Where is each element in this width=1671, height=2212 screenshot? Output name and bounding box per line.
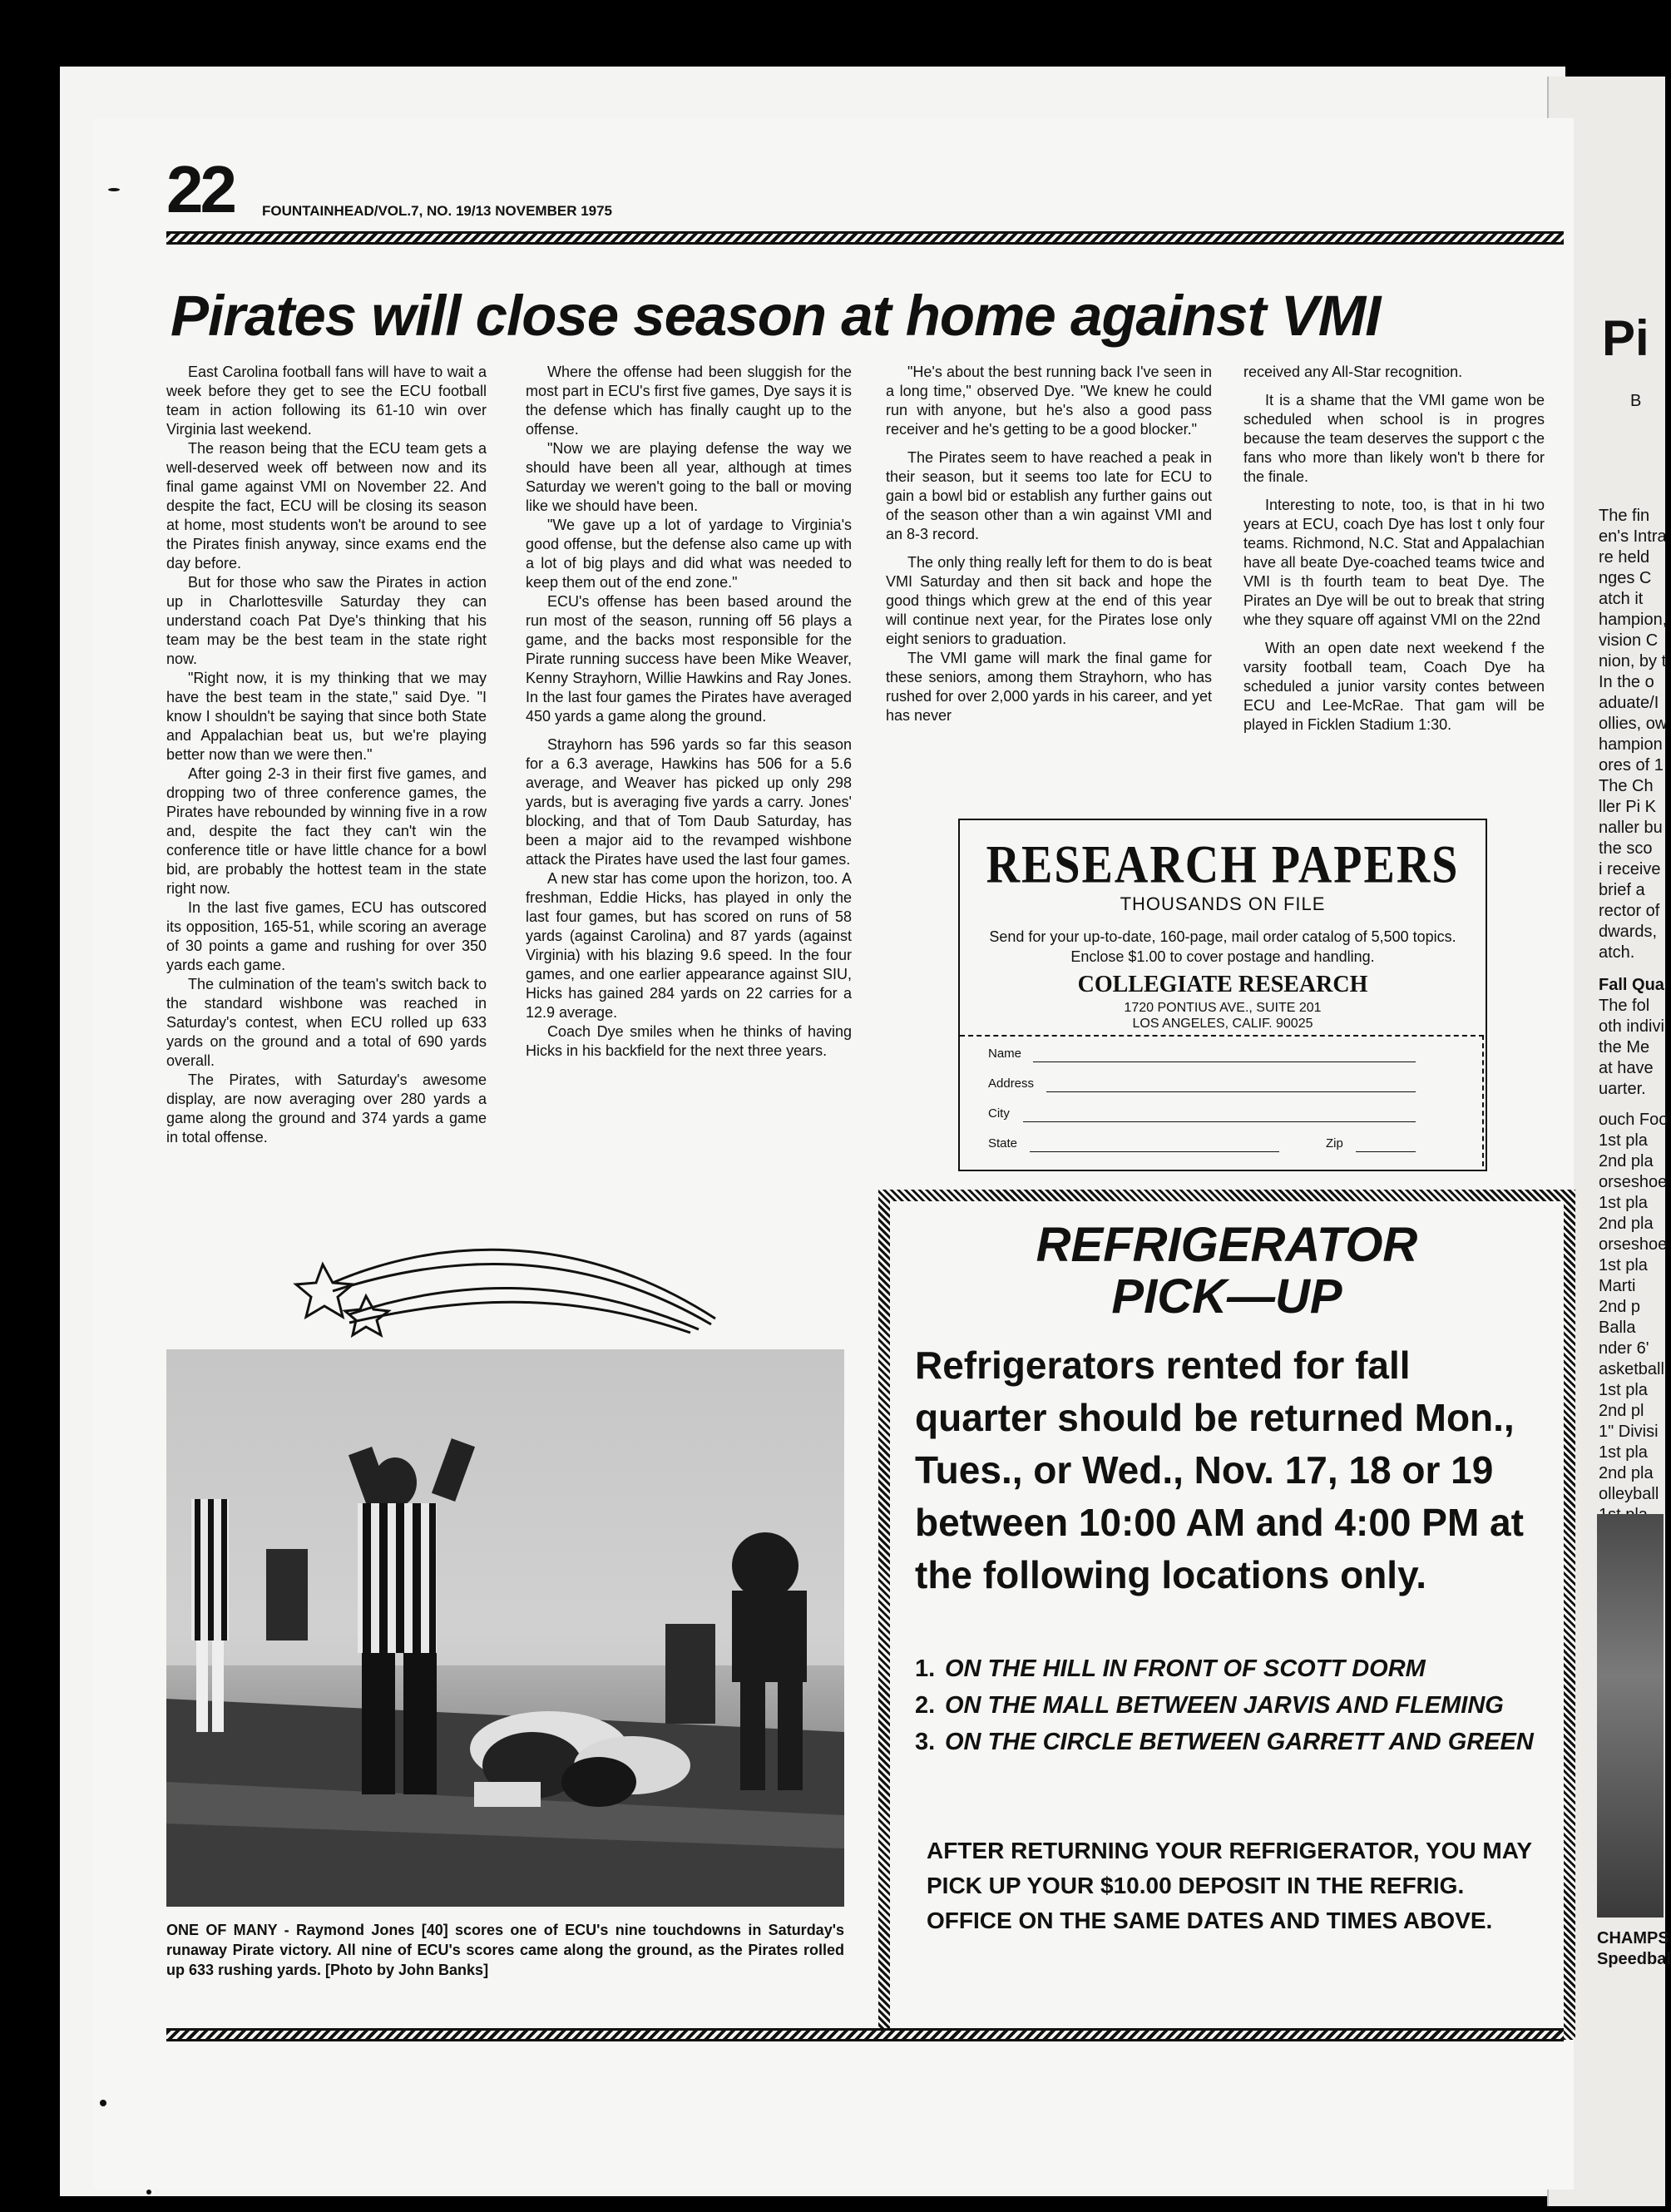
- list-item: [915, 1727, 1547, 1757]
- address-line: LOS ANGELES, CALIF. 90025: [1132, 1017, 1313, 1031]
- bottom-rule: [166, 2028, 1564, 2041]
- text-line: ouch Foo: [1599, 1111, 1669, 1129]
- coupon-address-label: Address: [988, 1076, 1035, 1091]
- refrigerator-ad-footer: AFTER RETURNING YOUR REFRIGERATOR, YOU MAY PICK UP YOUR $10.00 DEPOSIT IN THE REFRIG. OFFICE ON THE SAME DATES AND TIMES ABOVE.: [927, 1838, 1532, 1933]
- address-line: 1720 PONTIUS AVE., SUITE 201: [1124, 1001, 1322, 1015]
- text-line: the Me: [1599, 1038, 1650, 1057]
- text-line: re held: [1599, 548, 1650, 567]
- ink-speck: [108, 188, 120, 191]
- paragraph: East Carolina football fans will have to wait a week before they get to see the ECU football team in action following its 61-10 win over Virginia last weekend.: [166, 364, 487, 438]
- research-ad-title: RESEARCH PAPERS: [986, 835, 1460, 895]
- paragraph: The VMI game will mark the final game for these seniors, among them Strayhorn, who has rushed for over 2,000 yards in his career, and yet has never: [886, 650, 1212, 724]
- paragraph: "Now we are playing defense the way we should have been all year, although at times Saturday we weren't going to the ball or moving like we should have been.: [526, 440, 852, 514]
- text-line: uarter.: [1599, 1080, 1646, 1098]
- next-page-title: Pi: [1602, 310, 1649, 366]
- text-line: ollies, ow: [1599, 715, 1668, 733]
- next-page-byline: B: [1630, 392, 1642, 410]
- list-item: [915, 1654, 1547, 1684]
- text-line: atch.: [1599, 943, 1635, 962]
- coupon-city-line: [1023, 1121, 1416, 1122]
- paragraph: Coach Dye smiles when he thinks of having Hicks in his backfield for the next three years.: [526, 1023, 852, 1059]
- research-papers-ad: [958, 819, 1487, 1171]
- coupon-zip-line: [1356, 1151, 1416, 1152]
- text-line: dwards,: [1599, 923, 1658, 941]
- text-line: 2nd pl: [1599, 1402, 1644, 1420]
- text-line: 2nd p: [1599, 1298, 1641, 1316]
- paragraph: Interesting to note, too, is that in hi two years at ECU, coach Dye has lost t only four teams. Richmond, N.C. Stat and Appalachian have all beate Dye-coached teams twice and VMI is th fourth team to beat Dye. The Pirates an Dye will be out to break that string whe they square off against VMI on the 22nd: [1243, 497, 1545, 628]
- paragraph: The reason being that the ECU team gets a well-deserved week off between now and its final game against VMI on November 22. And despite the fact, ECU will be closing its season at home, most students won't be around to see the Pirates finish anyway, since exams end the day before.: [166, 440, 487, 572]
- text-line: en's Intra: [1599, 527, 1667, 546]
- text-line: 1st pla: [1599, 1256, 1648, 1274]
- paragraph: The Pirates, with Saturday's awesome display, are now averaging over 280 yards a game along the ground and 374 yards a game in total offense.: [166, 1071, 487, 1146]
- text-line: 1st pla: [1599, 1381, 1648, 1399]
- paragraph: With an open date next weekend f the varsity football team, Coach Dye ha scheduled a junior varsity contes between ECU and Lee-McRae. That gam will be played in Ficklen Stadium 1:30.: [1243, 640, 1545, 733]
- refrigerator-ad-body: Refrigerators rented for fall quarter should be returned Mon., Tues., or Wed., Nov. 17, 18 or 19 between 10:00 AM and 4:00 PM at the following locations only.: [915, 1344, 1524, 1596]
- ink-speck: [146, 2190, 151, 2195]
- research-ad-body: Send for your up-to-date, 160-page, mail order catalog of 5,500 topics. Enclose $1.00 to cover postage and handling.: [989, 928, 1456, 965]
- coupon-state-line: [1030, 1151, 1279, 1152]
- article-column-2: [526, 363, 852, 1061]
- paragraph: The only thing really left for them to do is beat VMI Saturday and then sit back and hope the good things which grew at the end of this year will continue next year, for the Pirates lose only eight seniors to graduation.: [886, 554, 1212, 647]
- paragraph: It is a shame that the VMI game won be scheduled when school is in progres because the team deserves the support c the fans who more than likely won't b there for the finale.: [1243, 392, 1545, 485]
- location-list: [915, 1654, 1547, 1764]
- article-column-1: [166, 363, 487, 1147]
- next-page-subhead: Fall Qua: [1599, 976, 1664, 994]
- paragraph: But for those who saw the Pirates in action up in Charlottesville Saturday they can understand coach Pat Dye's thinking that his team may be the best team in the state right now.: [166, 574, 487, 667]
- text-line: i receive: [1599, 860, 1661, 878]
- paragraph: In the last five games, ECU has outscored its opposition, 165-51, while scoring an average of 30 points a game and rushing for over 350 yards each game.: [166, 899, 487, 973]
- list-number: 2.: [915, 1692, 936, 1719]
- list-number: 3.: [915, 1729, 936, 1755]
- shooting-star-icon: [299, 1231, 732, 1339]
- article-column-3: [886, 363, 1212, 725]
- next-page-caption: [1597, 1928, 1671, 1970]
- text-line: nion, by t: [1599, 652, 1667, 671]
- article-column-4: [1243, 363, 1545, 735]
- text-line: nges C: [1599, 569, 1652, 587]
- location-text: ON THE CIRCLE BETWEEN GARRETT AND GREEN: [945, 1729, 1534, 1755]
- caption-line: Speedbal: [1597, 1950, 1671, 1968]
- list-number: 1.: [915, 1655, 936, 1682]
- order-coupon: [960, 1035, 1484, 1166]
- text-line: vision C: [1599, 631, 1659, 650]
- text-line: naller bu: [1599, 819, 1663, 837]
- text-line: Balla: [1599, 1319, 1636, 1337]
- text-line: orseshoe: [1599, 1235, 1668, 1254]
- page-number: 22: [166, 152, 234, 226]
- caption-line: CHAMPS: [1597, 1929, 1669, 1947]
- paragraph: A new star has come upon the horizon, too. A freshman, Eddie Hicks, has played in only the last four games, but has scored on runs of 58 yards (against Carolina) and 87 yards (against Virginia) with his blazing 9.6 speed. In the four games, and one earlier appearance against SIU, Hicks has gained 284 yards on 22 carries for a 12.9 average.: [526, 870, 852, 1021]
- text-line: 2nd pla: [1599, 1464, 1654, 1482]
- text-line: nder 6': [1599, 1339, 1649, 1358]
- text-line: The Ch: [1599, 777, 1654, 795]
- title-line: REFRIGERATOR: [1036, 1218, 1418, 1272]
- research-ad-address: [960, 1000, 1486, 1032]
- coupon-state-label: State: [988, 1136, 1018, 1151]
- text-line: 1st pla: [1599, 1443, 1648, 1462]
- text-line: In the o: [1599, 673, 1654, 691]
- text-line: 2nd pla: [1599, 1215, 1654, 1233]
- text-line: The fin: [1599, 507, 1650, 525]
- paragraph: The culmination of the team's switch back to the standard wishbone was reached in Saturday's contest, when ECU rolled up 633 yards on the ground and a total of 690 yards overall.: [166, 976, 487, 1069]
- text-line: aduate/I: [1599, 694, 1659, 712]
- text-line: 1st pla: [1599, 1131, 1648, 1150]
- location-text: ON THE HILL IN FRONT OF SCOTT DORM: [945, 1655, 1426, 1682]
- research-ad-subtitle: THOUSANDS ON FILE: [1120, 893, 1326, 914]
- text-line: rector of: [1599, 902, 1660, 920]
- text-line: ller Pi K: [1599, 798, 1656, 816]
- next-page-photo: [1597, 1514, 1664, 1918]
- location-text: ON THE MALL BETWEEN JARVIS AND FLEMING: [945, 1692, 1504, 1719]
- paragraph: "Right now, it is my thinking that we may have the best team in the state," said Dye. "I know I shouldn't be saying that since both State and Appalachian beat us, but we're playing better now than we were then.": [166, 670, 487, 763]
- text-line: hampion,: [1599, 611, 1668, 629]
- coupon-address-line: [1046, 1091, 1416, 1092]
- text-line: ores of 1: [1599, 756, 1664, 774]
- text-line: at have: [1599, 1059, 1654, 1077]
- coupon-zip-label: Zip: [1326, 1136, 1343, 1151]
- text-line: atch it: [1599, 590, 1644, 608]
- text-line: asketball: [1599, 1360, 1664, 1378]
- text-line: 1" Divisi: [1599, 1423, 1659, 1441]
- text-line: 2nd pla: [1599, 1152, 1654, 1170]
- list-item: [915, 1690, 1547, 1720]
- headline: Pirates will close season at home against VMI: [171, 284, 1381, 348]
- text-line: The fol: [1599, 997, 1650, 1015]
- coupon-name-label: Name: [988, 1047, 1022, 1061]
- photo-caption: ONE OF MANY - Raymond Jones [40] scores one of ECU's nine touchdowns in Saturday's runaway Pirate victory. All nine of ECU's scores came along the ground, as the Pirates rolled up 633 rushing yards. [Photo by John Banks]: [166, 1922, 844, 1978]
- text-line: the sco: [1599, 839, 1653, 858]
- research-ad-org: COLLEGIATE RESEARCH: [1077, 972, 1368, 997]
- title-line: PICK—UP: [1111, 1269, 1342, 1324]
- text-line: oth indivi: [1599, 1017, 1664, 1036]
- coupon-name-line: [1033, 1061, 1416, 1062]
- next-page-column: [1599, 506, 1668, 1546]
- paragraph: The Pirates seem to have reached a peak in their season, but it seems too late for ECU to gain a bowl bid or establish any further gains out of the season other than a win against VMI and an 8-3 record.: [886, 449, 1212, 542]
- top-rule: [166, 231, 1564, 245]
- paragraph: received any All-Star recognition.: [1243, 364, 1463, 380]
- refrigerator-pickup-ad: [878, 1190, 1575, 2040]
- paragraph: Where the offense had been sluggish for the most part in ECU's first five games, Dye says it is the defense which has finally caught up to the offense.: [526, 364, 852, 438]
- football-photo: [166, 1349, 844, 1907]
- paragraph: Strayhorn has 596 yards so far this season for a 6.3 average, Hawkins has 506 for a 5.6 average, and Weaver has picked up only 298 yards, but is averaging five yards a carry. Jones' blocking, and that of Tom Daub Saturday, has been a major aid to the revamped wishbone attack the Pirates have used the last four games.: [526, 736, 852, 868]
- paragraph: "We gave up a lot of yardage to Virginia's good offense, but the defense also came up with a lot of big plays and did what was needed to keep them out of the end zone.": [526, 517, 852, 591]
- text-line: brief a: [1599, 881, 1645, 899]
- text-line: olleyball: [1599, 1485, 1659, 1503]
- coupon-city-label: City: [988, 1106, 1010, 1121]
- folio-line: FOUNTAINHEAD/VOL.7, NO. 19/13 NOVEMBER 1975: [262, 203, 613, 219]
- text-line: 1st pla: [1599, 1194, 1648, 1212]
- paragraph: ECU's offense has been based around the run most of the season, running off 56 plays a game, and the backs most responsible for the Pirate running success have been Mike Weaver, Kenny Strayhorn, Willie Hawkins and Ray Jones. In the last four games the Pirates have averaged 450 yards a game along the ground.: [526, 593, 852, 725]
- text-line: hampion: [1599, 735, 1663, 754]
- text-line: Marti: [1599, 1277, 1636, 1295]
- ink-speck: [100, 2100, 106, 2106]
- paragraph: After going 2-3 in their first five games, and dropping two of three conference games, the Pirates have rebounded by winning five in a row and, despite the fact they can't win the conference title or have little chance for a bowl bid, are probably the hottest team in the state right now.: [166, 765, 487, 897]
- paragraph: "He's about the best running back I've seen in a long time," observed Dye. "We knew he could run with anyone, but he's also a good pass receiver and he's getting to be a good blocker.": [886, 364, 1212, 438]
- refrigerator-ad-title: [890, 1220, 1564, 1323]
- text-line: orseshoe: [1599, 1173, 1668, 1191]
